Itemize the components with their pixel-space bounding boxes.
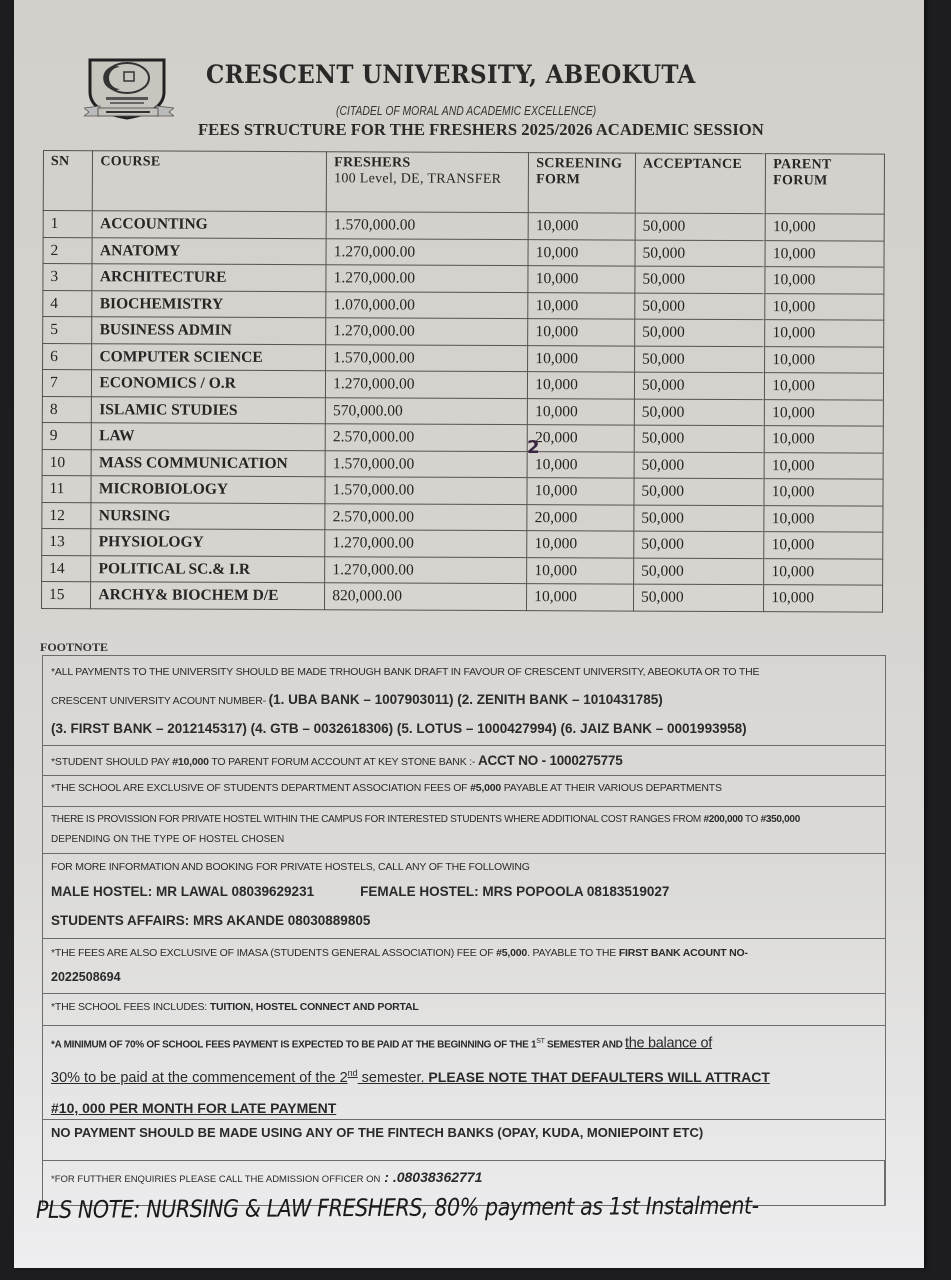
table-row	[42, 449, 883, 479]
cell-screening: 10,000	[528, 292, 635, 319]
handwritten-correction: 2	[527, 437, 540, 458]
university-title: CRESCENT UNIVERSITY, ABEOKUTA	[206, 60, 696, 89]
cell-screening: 10,000	[528, 239, 635, 266]
cell-acceptance: 50,000	[635, 266, 766, 293]
cell-acceptance: 50,000	[633, 584, 764, 611]
cell-freshers: 2.570,000.00	[325, 503, 527, 530]
footnote-label: FOOTNOTE	[40, 640, 109, 654]
cell-parent: 10,000	[764, 585, 883, 612]
minimum-line2	[51, 1058, 877, 1093]
imasa-bank: FIRST BANK ACOUNT NO-	[618, 947, 748, 959]
cell-acceptance: 50,000	[635, 213, 766, 240]
cell-parent: 10,000	[765, 426, 884, 453]
table-row	[42, 555, 883, 585]
cell-freshers: 1.270,000.00	[326, 265, 528, 292]
header-sn: SN	[43, 151, 93, 211]
cell-parent: 10,000	[764, 505, 883, 532]
cell-sn: 11	[42, 475, 92, 502]
cell-parent: 10,000	[765, 373, 884, 400]
header-freshers-sub: 100 Level, DE, TRANSFER	[334, 171, 502, 188]
enquiry-line	[51, 1164, 876, 1193]
minimum-semester: SEMESTER AND	[544, 1039, 626, 1051]
parent-forum-text: *STUDENT SHOULD PAY	[51, 756, 173, 768]
info-line: FOR MORE INFORMATION AND BOOKING FOR PRIVATE HOSTELS, CALL ANY OF THE FOLLOWING	[51, 861, 530, 873]
table-row	[42, 370, 883, 400]
cell-freshers: 820,000.00	[325, 583, 527, 610]
cell-course: BIOCHEMISTRY	[92, 290, 326, 318]
note-hostel	[43, 807, 885, 854]
late-payment-penalty: #10, 000 PER MONTH FOR LATE PAYMENT	[51, 1100, 337, 1117]
table-row	[43, 343, 884, 373]
table-row	[42, 422, 883, 452]
note-dept-fees	[43, 776, 885, 807]
footnote-box	[42, 655, 886, 1206]
handwritten-note: PLS NOTE: NURSING & LAW FRESHERS, 80% payment as 1st Instalment-	[35, 1191, 759, 1224]
cell-sn: 2	[43, 237, 93, 264]
hostel-line2: DEPENDING ON THE TYPE OF HOSTEL CHOSEN	[51, 834, 285, 845]
enquiry-text: *FOR FUTTHER ENQUIRIES PLEASE CALL THE ADMISSION OFFICER ON	[51, 1174, 381, 1185]
hostel-min-cost: #200,000	[703, 814, 743, 825]
imasa-text: *THE FEES ARE ALSO EXCLUSIVE OF IMASA (STUDENTS GENERAL ASSOCIATION) FEE OF	[51, 947, 497, 959]
cell-parent: 10,000	[764, 479, 883, 506]
cell-screening: 20,000	[527, 504, 634, 531]
dept-fees-tail: PAYABLE AT THEIR VARIOUS DEPARTMENTS	[501, 782, 722, 794]
cell-parent: 10,000	[765, 240, 884, 267]
cell-sn: 8	[42, 396, 92, 423]
cell-sn: 4	[43, 290, 93, 317]
cell-freshers: 1.570,000.00	[325, 450, 527, 477]
cell-course: COMPUTER SCIENCE	[92, 343, 326, 371]
cell-acceptance: 50,000	[634, 558, 765, 585]
header-freshers	[326, 152, 528, 213]
cell-screening: 10,000	[528, 213, 635, 240]
cell-acceptance: 50,000	[635, 319, 766, 346]
balance-30-percent: 30% to be paid at the commencement of the 2	[51, 1070, 348, 1087]
cell-screening: 10,000	[527, 478, 634, 505]
cell-sn: 3	[43, 264, 93, 291]
minimum-text: *A MINIMUM OF 70% OF SCHOOL FEES PAYMENT IS EXPECTED TO BE PAID AT THE BEGINNING OF THE 1	[51, 1039, 537, 1051]
hostel-contacts-line	[51, 877, 877, 906]
female-hostel-contact: FEMALE HOSTEL: MRS POPOOLA 08183519027	[360, 884, 670, 899]
defaulters-warning: PLEASE NOTE THAT DEFAULTERS WILL ATTRACT	[424, 1069, 770, 1086]
hostel-max-cost: #350,000	[760, 814, 800, 825]
table-row	[43, 317, 884, 347]
cell-screening: 10,000	[528, 372, 635, 399]
cell-screening: 10,000	[528, 319, 635, 346]
table-header-row	[43, 151, 884, 215]
cell-acceptance: 50,000	[634, 399, 765, 426]
cell-screening: 10,000	[528, 345, 635, 372]
table-row	[43, 211, 884, 241]
note-parent-forum	[43, 746, 885, 776]
cell-freshers: 1.270,000.00	[326, 238, 528, 265]
table-row	[42, 396, 883, 426]
dept-fees-text: *THE SCHOOL ARE EXCLUSIVE OF STUDENTS DEPARTMENT ASSOCIATION FEES OF	[51, 782, 471, 794]
dept-fees-amount: #5,000	[470, 782, 502, 794]
payments-line2-label: CRESCENT UNIVERSITY ACOUNT NUMBER-	[51, 695, 269, 707]
fees-table	[41, 150, 885, 612]
imasa-payable: . PAYABLE TO THE	[527, 947, 619, 959]
cell-parent: 10,000	[765, 346, 884, 373]
cell-sn: 15	[42, 581, 92, 608]
cell-parent: 10,000	[765, 214, 884, 241]
header-course: COURSE	[93, 151, 327, 212]
header-freshers-label: FRESHERS	[334, 155, 411, 171]
header-parent-forum	[766, 154, 885, 215]
header-screening-line2: FORM	[536, 172, 581, 188]
cell-freshers: 1.270,000.00	[326, 318, 528, 345]
note-fintech	[43, 1120, 885, 1161]
minimum-sup-nd: nd	[347, 1068, 358, 1079]
includes-line	[51, 997, 877, 1017]
university-crest-logo	[84, 56, 174, 124]
cell-sn: 14	[42, 555, 92, 582]
cell-parent: 10,000	[764, 452, 883, 479]
cell-parent: 10,000	[765, 293, 884, 320]
includes-items: TUITION, HOSTEL CONNECT AND PORTAL	[209, 1001, 419, 1013]
cell-sn: 9	[42, 422, 92, 449]
male-hostel-contact: MALE HOSTEL: MR LAWAL 08039629231	[51, 884, 315, 899]
cell-course: BUSINESS ADMIN	[92, 317, 326, 345]
balance-text: the balance of	[625, 1035, 712, 1052]
table-row	[42, 502, 883, 532]
parent-forum-bank: TO PARENT FORUM ACCOUNT AT KEY STONE BANK :-	[208, 756, 478, 768]
includes-text: *THE SCHOOL FEES INCLUDES:	[51, 1001, 210, 1013]
imasa-account-number: 2022508694	[51, 970, 121, 984]
cell-parent: 10,000	[765, 399, 884, 426]
university-motto: (CITADEL OF MORAL AND ACADEMIC EXCELLENCE)	[336, 103, 597, 118]
note-hostel-contacts	[43, 854, 885, 939]
table-row	[42, 528, 883, 558]
parent-forum-amount: #10,000	[172, 756, 209, 768]
hostel-to: TO	[742, 814, 761, 825]
cell-acceptance: 50,000	[634, 452, 765, 479]
payments-line2-accounts: (1. UBA BANK – 1007903011) (2. ZENITH BANK – 1010431785)	[268, 692, 663, 707]
note-payments	[43, 656, 885, 746]
payments-line1: *ALL PAYMENTS TO THE UNIVERSITY SHOULD BE MADE TRHOUGH BANK DRAFT IN FAVOUR OF CRESCENT UNIVERSITY, ABEOKUTA OR TO THE	[51, 666, 760, 678]
cell-screening: 20,000	[527, 425, 634, 452]
payments-line2	[51, 686, 877, 715]
cell-freshers: 1.570,000.00	[326, 212, 528, 239]
imasa-amount: #5,000	[496, 947, 528, 959]
parent-forum-account: ACCT NO - 1000275775	[477, 753, 623, 768]
cell-course: ARCHY& BIOCHEM D/E	[91, 582, 325, 610]
cell-screening: 10,000	[527, 557, 634, 584]
table-row	[42, 581, 883, 611]
cell-course: ANATOMY	[92, 237, 326, 265]
cell-course: POLITICAL SC.& I.R	[91, 555, 325, 583]
cell-screening: 10,000	[527, 531, 634, 558]
cell-course: ARCHITECTURE	[92, 264, 326, 292]
cell-course: MASS COMMUNICATION	[91, 449, 325, 477]
header-parent-line2: FORUM	[773, 173, 828, 189]
note-imasa	[43, 939, 885, 994]
cell-sn: 5	[43, 317, 93, 344]
cell-acceptance: 50,000	[634, 346, 765, 373]
cell-acceptance: 50,000	[634, 372, 765, 399]
cell-sn: 1	[43, 211, 93, 238]
header-parent-line1: PARENT	[773, 157, 832, 173]
payments-line3: (3. FIRST BANK – 2012145317) (4. GTB – 0032618306) (5. LOTUS – 1000427994) (6. JAIZ BANK – 0001993958)	[51, 721, 747, 736]
cell-freshers: 1.270,000.00	[325, 556, 527, 583]
cell-acceptance: 50,000	[634, 505, 765, 532]
cell-course: PHYSIOLOGY	[91, 529, 325, 557]
cell-screening: 10,000	[528, 398, 635, 425]
cell-course: MICROBIOLOGY	[91, 476, 325, 504]
cell-sn: 10	[42, 449, 92, 476]
header-screening-line1: SCREENING	[536, 156, 623, 172]
note-minimum-payment	[43, 1026, 885, 1120]
table-row	[43, 290, 884, 320]
cell-freshers: 2.570,000.00	[325, 424, 527, 451]
minimum-sup-st: ST	[536, 1038, 545, 1045]
note-fees-includes	[43, 994, 885, 1026]
table-row	[42, 475, 883, 505]
imasa-line1	[51, 942, 877, 964]
hostel-line1	[51, 810, 877, 830]
admission-officer-phone: : .08038362771	[380, 1169, 483, 1185]
cell-parent: 10,000	[765, 267, 884, 294]
cell-course: LAW	[92, 423, 326, 451]
cell-freshers: 1.270,000.00	[326, 371, 528, 398]
parent-forum-line	[51, 749, 877, 774]
cell-sn: 7	[42, 370, 92, 397]
student-affairs-contact: STUDENTS AFFAIRS: MRS AKANDE 08030889805	[51, 913, 371, 928]
cell-screening: 10,000	[527, 584, 634, 611]
cell-acceptance: 50,000	[634, 478, 765, 505]
cell-freshers: 1.070,000.00	[326, 291, 528, 318]
cell-freshers: 570,000.00	[326, 397, 528, 424]
dept-fees-line	[51, 779, 877, 797]
late-payment-line	[51, 1093, 877, 1123]
cell-sn: 6	[43, 343, 93, 370]
hostel-text: THERE IS PROVISSION FOR PRIVATE HOSTEL WITHIN THE CAMPUS FOR INTERESTED STUDENTS WHERE ADDITIONAL COST RANGES FROM	[51, 814, 704, 825]
cell-course: ACCOUNTING	[93, 211, 327, 239]
cell-parent: 10,000	[764, 532, 883, 559]
balance-semester: semester.	[357, 1070, 425, 1087]
table-row	[43, 237, 884, 267]
cell-course: ISLAMIC STUDIES	[92, 396, 326, 424]
cell-screening: 10,000	[528, 266, 635, 293]
table-row	[43, 264, 884, 294]
cell-acceptance: 50,000	[635, 240, 766, 267]
cell-freshers: 1.270,000.00	[325, 530, 527, 557]
cell-acceptance: 50,000	[635, 293, 766, 320]
cell-course: ECONOMICS / O.R	[92, 370, 326, 398]
cell-acceptance: 50,000	[634, 425, 765, 452]
cell-parent: 10,000	[764, 558, 883, 585]
header-acceptance: ACCEPTANCE	[635, 153, 766, 214]
cell-course: NURSING	[91, 502, 325, 530]
cell-parent: 10,000	[765, 320, 884, 347]
fintech-warning: NO PAYMENT SHOULD BE MADE USING ANY OF THE FINTECH BANKS (OPAY, KUDA, MONIEPOINT ETC)	[51, 1125, 704, 1140]
minimum-line1	[51, 1029, 877, 1058]
document-subtitle: FEES STRUCTURE FOR THE FRESHERS 2025/2026 ACADEMIC SESSION	[198, 120, 764, 139]
cell-sn: 12	[42, 502, 92, 529]
cell-acceptance: 50,000	[634, 531, 765, 558]
cell-freshers: 1.570,000.00	[326, 344, 528, 371]
header-screening	[528, 153, 635, 213]
cell-sn: 13	[42, 528, 92, 555]
cell-screening: 10,000	[527, 451, 634, 478]
cell-freshers: 1.570,000.00	[325, 477, 527, 504]
